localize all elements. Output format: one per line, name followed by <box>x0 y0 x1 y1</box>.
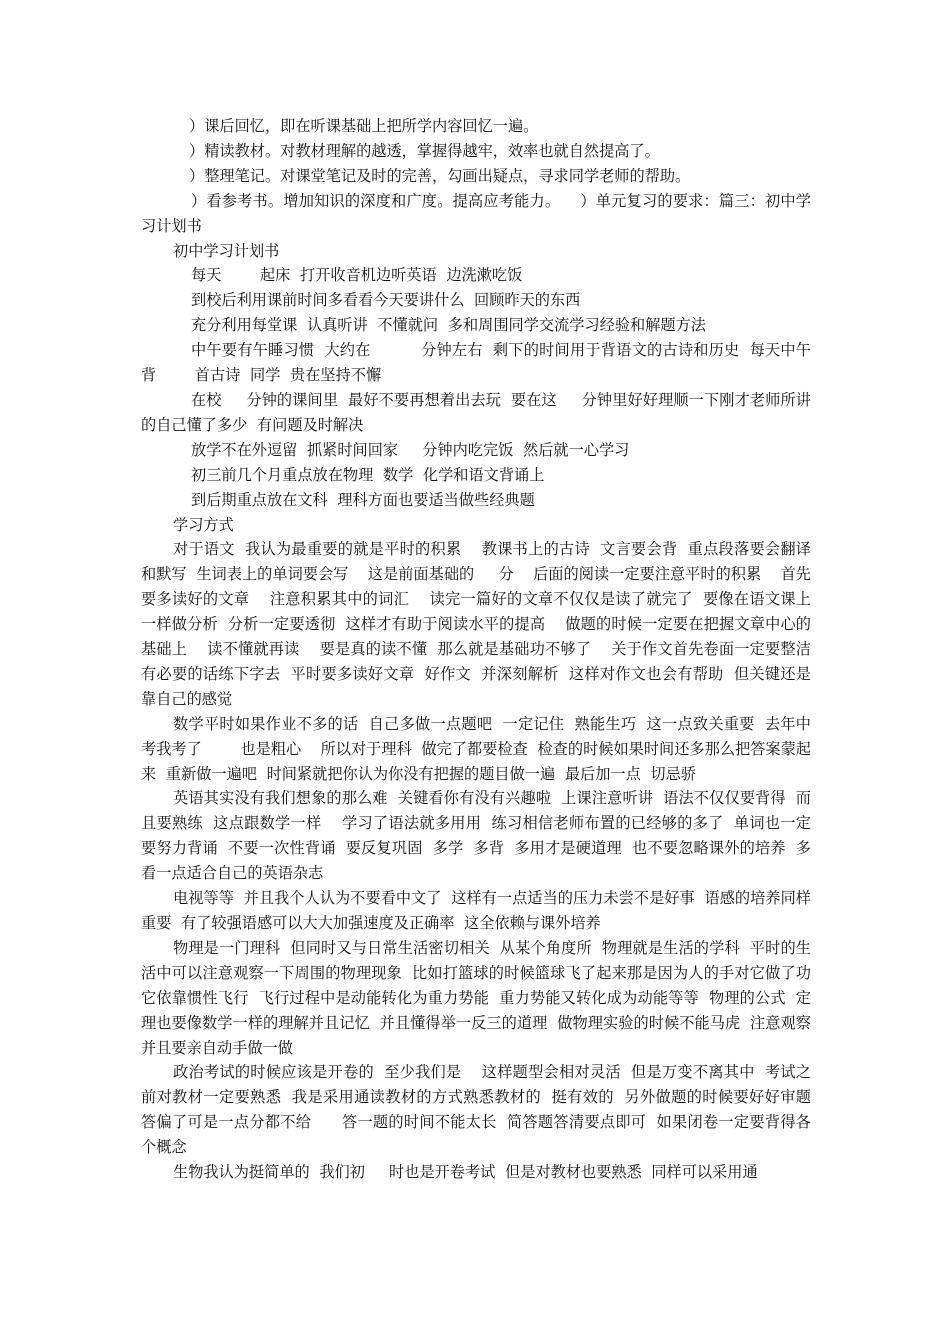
paragraph: 电视等等 并且我个人认为不要看中文了 这样有一点适当的压力未尝不是好事 语感的培养同样重要 有了较强语感可以大大加强速度及正确率 这全依赖与课外培养 <box>141 889 811 932</box>
paragraph: ）精读教材。对教材理解的越透，掌握得越牢，效率也就自然提高了。 <box>189 141 660 160</box>
paragraph: 在校 分钟的课间里 最好不要再想着出去玩 要在这 分钟里好好理顺一下刚才老师所讲的自己懂了多少 有问题及时解决 <box>141 390 811 434</box>
paragraph: 对于语文 我认为最重要的就是平时的积累 教课书上的古诗 文言要会背 重点段落要会翻译和默写 生词表上的单词要会写 这是前面基础的 分 后面的阅读一定要注意平时的积累 首先要多读好的文章 注意积累其中的词汇 读完一篇好的文章不仅仅是读了就完了 要像在语文课上一样做分析 分析一定要透彻 这样才有助于阅读水平的提高 做题的时候一定要在把握文章中心的基础上 读不懂就再读 要是真的读不懂 那么就是基础功不够了 关于作文首先卷面一定要整洁 有必要的话练下字去 平时要多读好文章 好作文 并深刻解析 这样对作文也会有帮助 但关键还是靠自己的感觉 <box>141 540 821 708</box>
paragraph: 物理是一门理科 但同时又与日常生活密切相关 从某个角度所 物理就是生活的学科 平时的生活中可以注意观察一下周围的物理现象 比如打篮球的时候篮球飞了起来那是因为人的手对它做了功 它依靠惯性飞行 飞行过程中是动能转化为重力势能 重力势能又转化成为动能等等 物理的公式 定理也要像数学一样的理解并且记忆 并且懂得举一反三的道理 做物理实验的时候不能马虎 注意观察 并且要亲自动手做一做 <box>141 938 821 1057</box>
paragraph: 到后期重点放在文科 理科方面也要适当做些经典题 <box>191 490 535 509</box>
paragraph: 生物我认为挺简单的 我们初 时也是开卷考试 但是对教材也要熟悉 同样可以采用通 <box>173 1163 758 1182</box>
paragraph: 每天 起床 打开收音机边听英语 边洗漱吃饭 <box>191 266 523 285</box>
paragraph: 到校后利用课前时间多看看今天要讲什么 回顾昨天的东西 <box>191 291 581 310</box>
paragraph: 学习方式 <box>173 515 234 534</box>
paragraph: 放学不在外逗留 抓紧时间回家 分钟内吃完饭 然后就一心学习 <box>191 440 630 459</box>
paragraph: 充分利用每堂课 认真听讲 不懂就问 多和周围同学交流学习经验和解题方法 <box>191 316 706 335</box>
paragraph: 初中学习计划书 <box>173 241 280 260</box>
paragraph: 政治考试的时候应该是开卷的 至少我们是 这样题型会相对灵活 但是万变不离其中 考试之前对教材一定要熟悉 我是采用通读教材的方式熟悉教材的 挺有效的 另外做题的时候要好好审题 答偏了可是一点分都不给 答一题的时间不能太长 简答题答清要点即可 如果闭卷一定要背得各个概念 <box>141 1063 821 1157</box>
paragraph: 初三前几个月重点放在物理 数学 化学和语文背诵上 <box>191 465 545 484</box>
paragraph: 数学平时如果作业不多的话 自己多做一点题吧 一定记住 熟能生巧 这一点致关重要 去年中考我考了 也是粗心 所以对于理科 做完了都要检查 检查的时候如果时间还多那么把答案蒙起来 重新做一遍吧 时间紧就把你认为你没有把握的题目做一遍 最后加一点 切忌骄 <box>141 714 811 783</box>
paragraph: ）课后回忆，即在听课基础上把所学内容回忆一遍。 <box>189 117 539 135</box>
paragraph: ）看参考书。增加知识的深度和广度。提高应考能力。 ）单元复习的要求：篇三：初中学习计划书 <box>141 191 811 235</box>
document-page <box>141 114 821 1185</box>
paragraph: 英语其实没有我们想象的那么难 关键看你有没有兴趣啦 上课注意听讲 语法不仅仅要背得 而且要熟练 这点跟数学一样 学习了语法就多用用 练习相信老师布置的已经够的多了 单词也一定要努力背诵 不要一次性背诵 要反复巩固 多学 多背 多用才是硬道理 也不要忽略课外的培养 多看一点适合自己的英语杂志 <box>141 789 811 883</box>
paragraph: ）整理笔记。对课堂笔记及时的完善，勾画出疑点，寻求同学老师的帮助。 <box>189 166 691 185</box>
paragraph: 中午要有午睡习惯 大约在 分钟左右 剩下的时间用于背语文的古诗和历史 每天中午背 首古诗 同学 贵在坚持不懈 <box>141 341 811 385</box>
